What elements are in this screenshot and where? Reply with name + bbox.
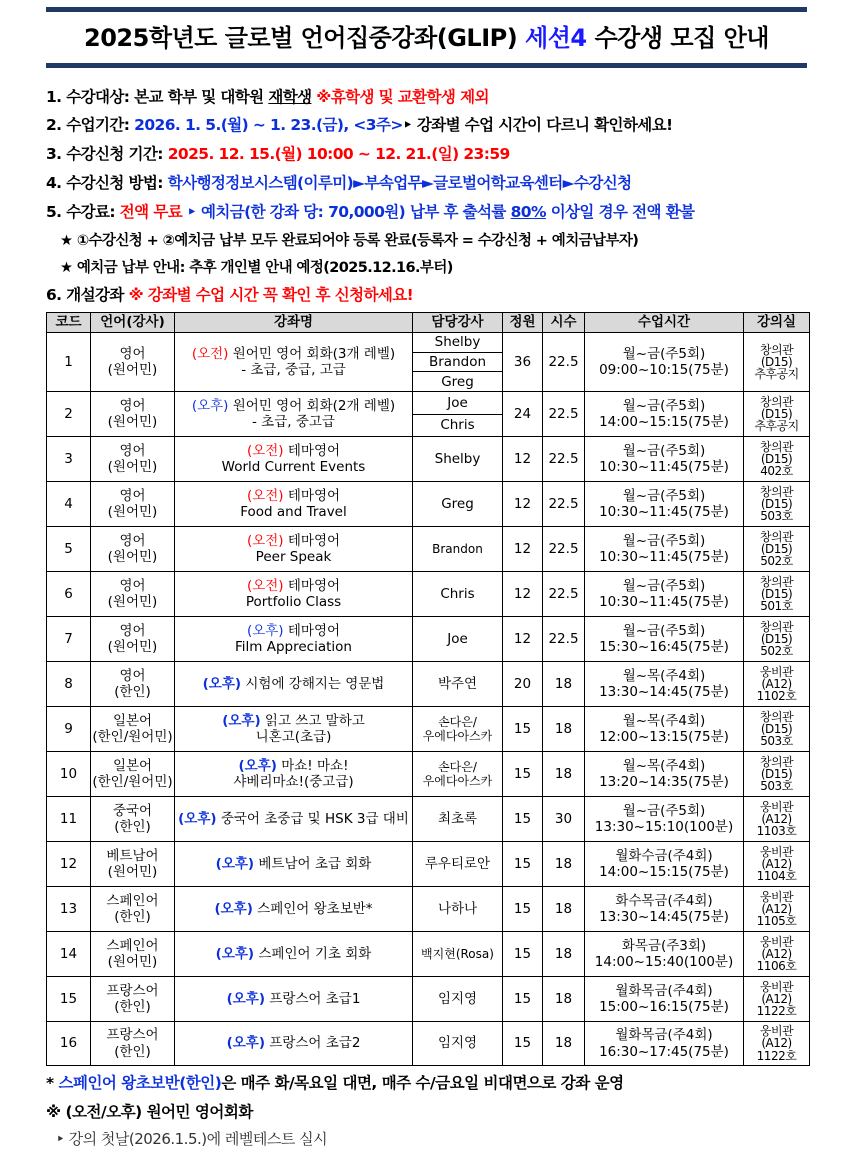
cell-classroom: 웅비관 (A12) 1122호 [744,1022,810,1066]
cell-capacity: 12 [503,572,543,617]
cell-instructor: 최초록 [413,797,503,842]
cell-course-name: (오후) 베트남어 초급 회화 [175,842,413,887]
session-tag: (오후) [215,945,255,962]
cell-capacity: 15 [503,707,543,752]
cell-course-name: (오후) 테마영어 Film Appreciation [175,617,413,662]
cell-instructor: 나하나 [413,887,503,932]
cell-code: 12 [47,842,91,887]
table-row [47,617,810,662]
cell-language: 프랑스어 (한인) [91,1022,175,1066]
cell-instructor: Chris [413,572,503,617]
session-tag: (오후) [246,622,284,639]
cell-course-name: (오후) 원어민 영어 회화(2개 레벨) - 초급, 중고급 [175,392,413,437]
cell-hours: 22.5 [543,572,585,617]
cell-code: 6 [47,572,91,617]
cell-hours: 22.5 [543,617,585,662]
table-row [47,752,810,797]
cell-instructor: 루우티로안 [413,842,503,887]
table-row [47,887,810,932]
cell-class-time: 월~금(주5회) 15:30~16:45(75분) [585,617,744,662]
cell-language: 영어 (원어민) [91,437,175,482]
cell-instructor [413,333,503,392]
cell-hours: 18 [543,842,585,887]
cell-language: 영어 (원어민) [91,392,175,437]
cell-classroom: 웅비관 (A12) 1102호 [744,662,810,707]
table-row [47,482,810,527]
table-header-row [47,313,810,333]
cell-instructor: Shelby [413,437,503,482]
session-tag: (오전) [246,487,284,504]
cell-classroom: 웅비관 (A12) 1103호 [744,797,810,842]
cell-instructor: 손다은/ 우에다아스카 [413,707,503,752]
session-tag: (오후) [202,675,242,692]
cell-class-time: 화수목금(주4회) 13:30~14:45(75분) [585,887,744,932]
cell-class-time: 월~금(주5회) 10:30~11:45(75분) [585,527,744,572]
title-underline [46,63,807,68]
cell-language: 영어 (원어민) [91,572,175,617]
info-note-deposit: ★ 예치금 납부 안내: 추후 개인별 안내 예정(2025.12.16.부터) [60,260,453,276]
cell-code: 15 [47,977,91,1022]
cell-capacity: 15 [503,932,543,977]
table-row [47,707,810,752]
cell-class-time: 월화목금(주4회) 16:30~17:45(75분) [585,1022,744,1066]
footnote-english-conversation: ※ (오전/오후) 원어민 영어회화 [46,1103,253,1121]
session-tag: (오후) [226,1035,265,1052]
table-row [47,1022,810,1066]
footnote-level-test: ‣ 강의 첫날(2026.1.5.)에 레벨테스트 실시 [56,1130,328,1148]
cell-language: 스페인어 (원어민) [91,932,175,977]
cell-course-name: (오전) 테마영어 Portfolio Class [175,572,413,617]
cell-hours: 22.5 [543,437,585,482]
cell-course-name: (오후) 스페인어 왕초보반* [175,887,413,932]
session-tag: (오후) [226,990,265,1007]
header-code: 코드 [47,313,91,333]
cell-class-time: 월~금(주5회) 10:30~11:45(75분) [585,437,744,482]
cell-class-time: 화목금(주3회) 14:00~15:40(100분) [585,932,744,977]
course-table [46,312,810,1066]
instructor-name: Chris [413,414,502,437]
session-tag: (오후) [178,810,217,827]
cell-language: 프랑스어 (한인) [91,977,175,1022]
cell-capacity: 24 [503,392,543,437]
info-registration-method: 4. 수강신청 방법: 학사행정정보시스템(이루미)►부속업무►글로벌어학교육센터►수강신청 [46,174,632,192]
header-hours: 시수 [543,313,585,333]
cell-course-name: (오후) 스페인어 기초 회화 [175,932,413,977]
cell-classroom: 웅비관 (A12) 1104호 [744,842,810,887]
table-row [47,842,810,887]
cell-capacity: 15 [503,887,543,932]
cell-language: 중국어 (한인) [91,797,175,842]
cell-course-name: (오후) 프랑스어 초급2 [175,1022,413,1066]
info-target: 1. 수강대상: 본교 학부 및 대학원 재학생 ※휴학생 및 교환학생 제외 [46,88,489,106]
cell-class-time: 월~목(주4회) 13:20~14:35(75분) [585,752,744,797]
table-row [47,527,810,572]
cell-capacity: 12 [503,527,543,572]
cell-course-name: (오전) 테마영어 Peer Speak [175,527,413,572]
cell-hours: 18 [543,662,585,707]
table-row [47,977,810,1022]
cell-instructor: Joe [413,617,503,662]
cell-hours: 18 [543,707,585,752]
info-fee: 5. 수강료: 전액 무료 ‣ 예치금(한 강좌 당: 70,000원) 납부 후 출석률 80% 이상일 경우 전액 환불 [46,203,695,221]
cell-classroom: 창의관 (D15) 503호 [744,482,810,527]
instructor-name: Brandon [413,352,502,372]
cell-instructor: 박주연 [413,662,503,707]
cell-course-name: (오후) 읽고 쓰고 말하고 니혼고(초급) [175,707,413,752]
instructor-name: Shelby [434,334,481,351]
cell-course-name: (오후) 마쇼! 마쇼! 샤베리마쇼!(중고급) [175,752,413,797]
session-tag: (오후) [238,757,277,774]
cell-hours: 22.5 [543,333,585,392]
cell-course-name: (오전) 원어민 영어 회화(3개 레벨) - 초급, 중급, 고급 [175,333,413,392]
session-tag: (오전) [246,442,284,459]
cell-code: 7 [47,617,91,662]
table-row [47,932,810,977]
cell-code: 13 [47,887,91,932]
cell-language: 영어 (한인) [91,662,175,707]
cell-language: 영어 (원어민) [91,482,175,527]
cell-code: 8 [47,662,91,707]
cell-capacity: 15 [503,977,543,1022]
cell-class-time: 월~금(주5회) 14:00~15:15(75분) [585,392,744,437]
cell-hours: 18 [543,932,585,977]
info-registration-period: 3. 수강신청 기간: 2025. 12. 15.(월) 10:00 ~ 12. 21.(일) 23:59 [46,145,510,163]
cell-language: 일본어 (한인/원어민) [91,707,175,752]
header-course-name: 강좌명 [175,313,413,333]
header-class-time: 수업시간 [585,313,744,333]
page-title: 2025학년도 글로벌 언어집중강좌(GLIP) 세션4 수강생 모집 안내 [84,24,769,52]
cell-course-name: (오후) 프랑스어 초급1 [175,977,413,1022]
cell-hours: 22.5 [543,392,585,437]
table-row [47,333,810,392]
header-instructor: 담당강사 [413,313,503,333]
cell-class-time: 월~금(주5회) 10:30~11:45(75분) [585,572,744,617]
cell-code: 4 [47,482,91,527]
cell-classroom: 웅비관 (A12) 1106호 [744,932,810,977]
cell-course-name: (오후) 시험에 강해지는 영문법 [175,662,413,707]
cell-code: 10 [47,752,91,797]
cell-language: 영어 (원어민) [91,333,175,392]
cell-hours: 18 [543,752,585,797]
cell-hours: 30 [543,797,585,842]
cell-hours: 18 [543,1022,585,1066]
cell-class-time: 월화수금(주4회) 14:00~15:15(75분) [585,842,744,887]
cell-classroom: 창의관 (D15) 503호 [744,707,810,752]
cell-instructor: 임지영 [413,1022,503,1066]
info-period: 2. 수업기간: 2026. 1. 5.(월) ~ 1. 23.(금), <3주>‣ 강좌별 수업 시간이 다르니 확인하세요! [46,116,673,134]
cell-class-time: 월~목(주4회) 13:30~14:45(75분) [585,662,744,707]
cell-classroom: 창의관 (D15) 402호 [744,437,810,482]
cell-language: 일본어 (한인/원어민) [91,752,175,797]
footnote-spanish: * 스페인어 왕초보반(한인)은 매주 화/목요일 대면, 매주 수/금요일 비대면으로 강좌 운영 [46,1074,624,1092]
cell-language: 베트남어 (원어민) [91,842,175,887]
cell-classroom: 창의관 (D15) 추후공지 [744,333,810,392]
cell-class-time: 월화목금(주4회) 15:00~16:15(75분) [585,977,744,1022]
cell-instructor: Greg [413,482,503,527]
session-tag: (오후) [191,397,229,414]
cell-classroom: 창의관 (D15) 추후공지 [744,392,810,437]
cell-capacity: 36 [503,333,543,392]
cell-instructor: Brandon [413,527,503,572]
header-language: 언어(강사) [91,313,175,333]
cell-class-time: 월~금(주5회) 13:30~15:10(100분) [585,797,744,842]
cell-classroom: 창의관 (D15) 503호 [744,752,810,797]
cell-capacity: 12 [503,437,543,482]
cell-code: 16 [47,1022,91,1066]
cell-capacity: 12 [503,482,543,527]
cell-language: 영어 (원어민) [91,617,175,662]
cell-hours: 18 [543,887,585,932]
cell-instructor: 임지영 [413,977,503,1022]
cell-instructor [413,392,503,437]
cell-classroom: 웅비관 (A12) 1105호 [744,887,810,932]
cell-class-time: 월~금(주5회) 10:30~11:45(75분) [585,482,744,527]
cell-course-name: (오후) 중국어 초중급 및 HSK 3급 대비 [175,797,413,842]
cell-code: 3 [47,437,91,482]
cell-capacity: 15 [503,1022,543,1066]
header-classroom: 강의실 [744,313,810,333]
session-tag: (오전) [191,345,229,362]
table-row [47,662,810,707]
session-label: 세션4 [525,24,587,52]
cell-code: 9 [47,707,91,752]
cell-class-time: 월~목(주4회) 12:00~13:15(75분) [585,707,744,752]
session-tag: (오후) [214,900,253,917]
table-row [47,572,810,617]
cell-capacity: 15 [503,797,543,842]
info-note-registration: ★ ①수강신청 + ②예치금 납부 모두 완료되어야 등록 완료(등록자 = 수강신청 + 예치금납부자) [60,233,639,249]
session-tag: (오전) [246,577,284,594]
cell-capacity: 15 [503,752,543,797]
instructor-name: Joe [447,394,468,411]
table-row [47,392,810,437]
table-row [47,797,810,842]
cell-classroom: 창의관 (D15) 501호 [744,572,810,617]
cell-course-name: (오전) 테마영어 World Current Events [175,437,413,482]
cell-code: 11 [47,797,91,842]
cell-instructor: 백지현(Rosa) [413,932,503,977]
cell-classroom: 웅비관 (A12) 1122호 [744,977,810,1022]
cell-class-time: 월~금(주5회) 09:00~10:15(75분) [585,333,744,392]
session-tag: (오전) [246,532,284,549]
cell-code: 1 [47,333,91,392]
cell-language: 스페인어 (한인) [91,887,175,932]
cell-hours: 22.5 [543,527,585,572]
cell-code: 5 [47,527,91,572]
cell-classroom: 창의관 (D15) 502호 [744,527,810,572]
header-capacity: 정원 [503,313,543,333]
cell-capacity: 12 [503,617,543,662]
cell-code: 2 [47,392,91,437]
cell-capacity: 20 [503,662,543,707]
instructor-name: Greg [413,371,502,391]
cell-instructor: 손다은/ 우에다아스카 [413,752,503,797]
cell-hours: 22.5 [543,482,585,527]
session-tag: (오후) [215,855,255,872]
course-table-body [47,333,810,1066]
cell-code: 14 [47,932,91,977]
cell-course-name: (오전) 테마영어 Food and Travel [175,482,413,527]
info-courses-heading: 6. 개설강좌 ※ 강좌별 수업 시간 꼭 확인 후 신청하세요! [46,286,414,304]
top-rule [46,7,807,12]
cell-capacity: 15 [503,842,543,887]
cell-classroom: 창의관 (D15) 502호 [744,617,810,662]
session-tag: (오후) [222,712,261,729]
cell-hours: 18 [543,977,585,1022]
cell-language: 영어 (원어민) [91,527,175,572]
table-row [47,437,810,482]
